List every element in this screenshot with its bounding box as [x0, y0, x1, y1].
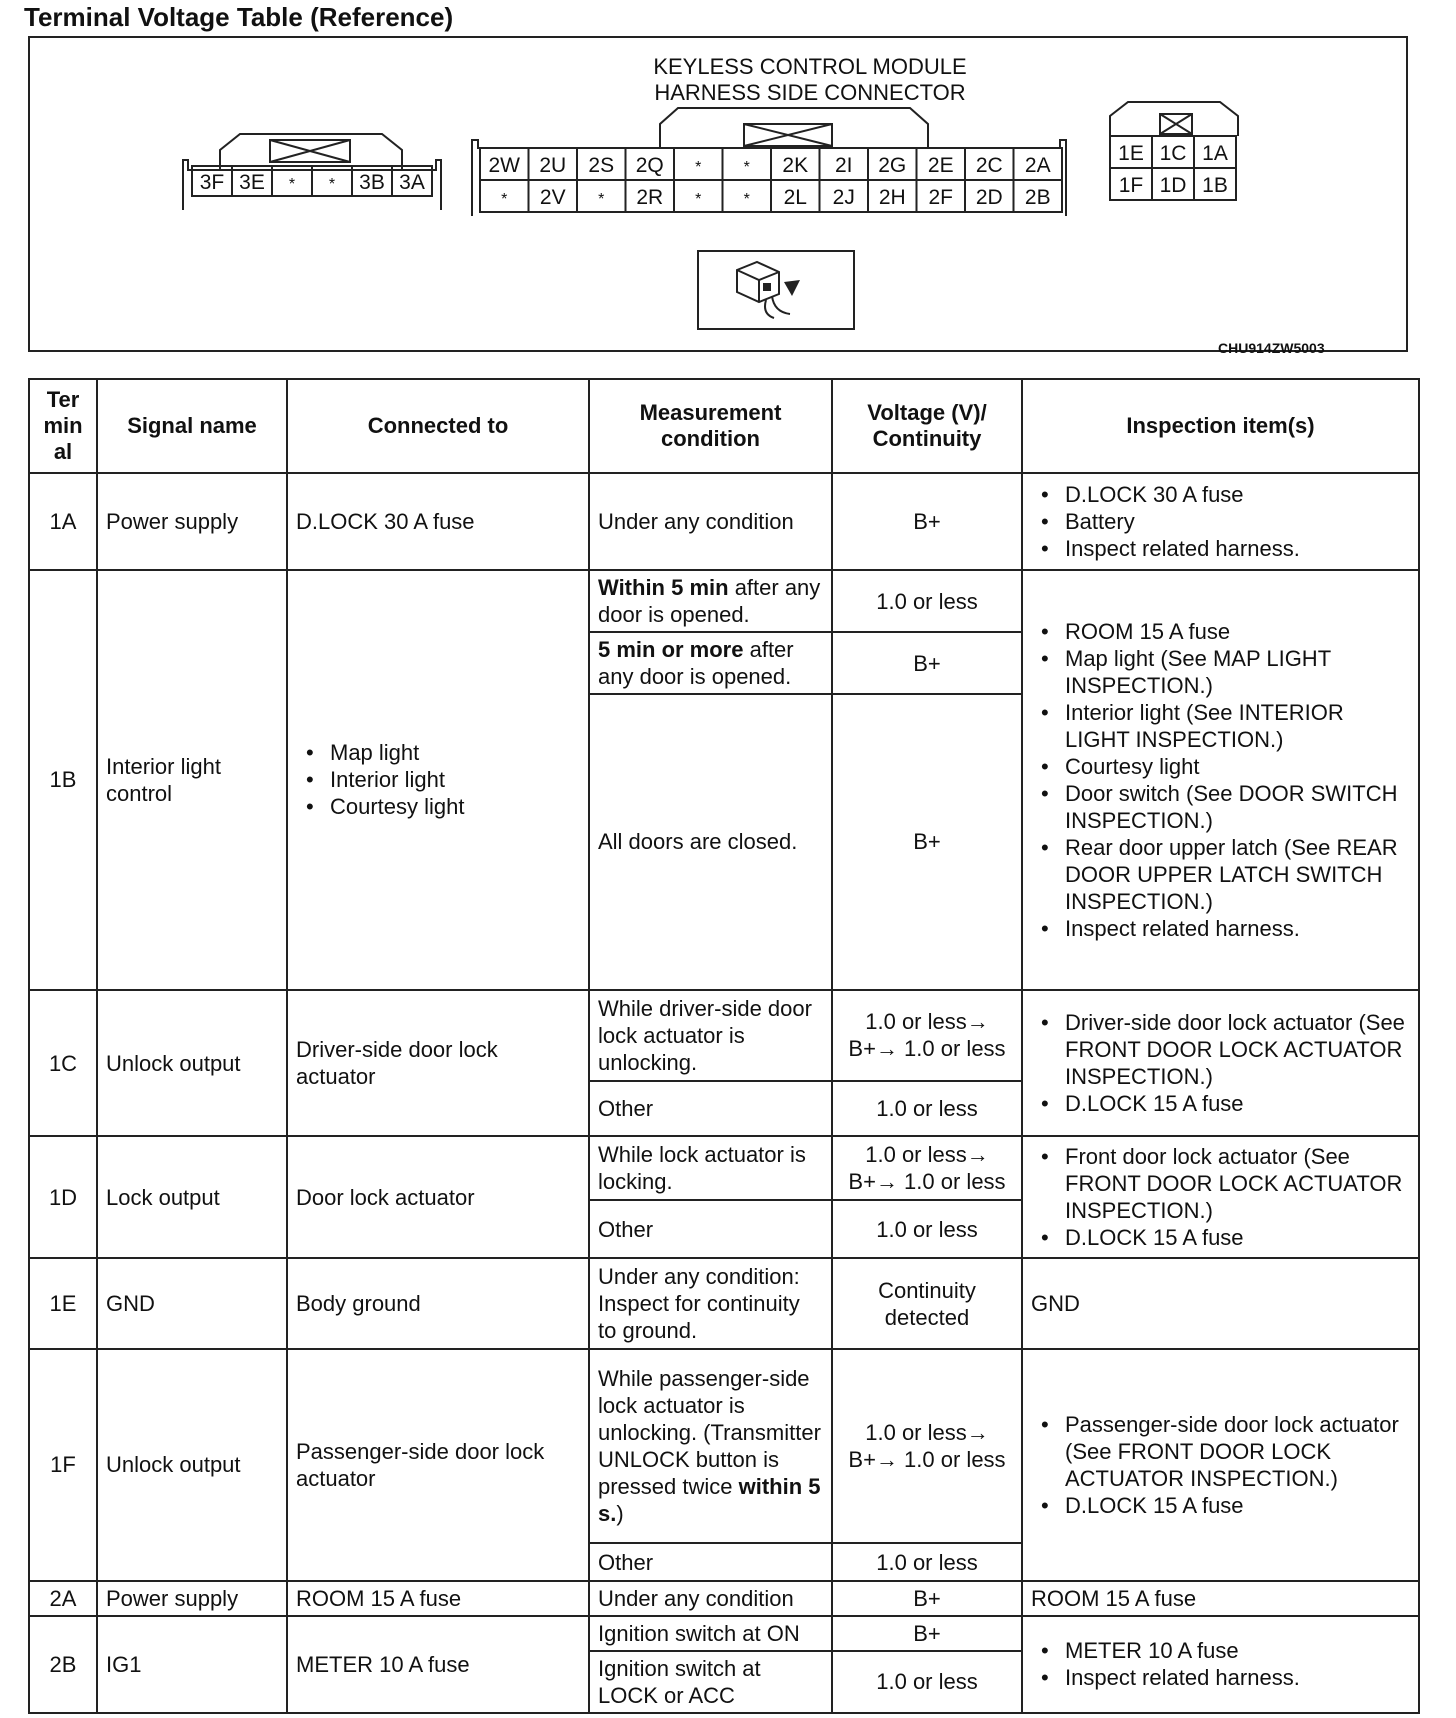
- list-item: • ROOM 15 A fuse: [1031, 618, 1410, 645]
- connected-cell: D.LOCK 30 A fuse: [287, 473, 589, 570]
- svg-text:3B: 3B: [359, 171, 385, 194]
- svg-text:2Q: 2Q: [635, 154, 664, 177]
- list-item: • Map light (See MAP LIGHT INSPECTION.): [1031, 645, 1410, 699]
- connected-list: [296, 739, 580, 820]
- svg-text:*: *: [743, 191, 750, 208]
- connector-pin: [1110, 136, 1152, 168]
- inspection-cell: [1022, 1349, 1419, 1580]
- connector-pin: [868, 180, 917, 212]
- page-title: Terminal Voltage Table (Reference): [24, 2, 454, 32]
- svg-text:1B: 1B: [1202, 174, 1228, 197]
- terminal-voltage-table: [28, 378, 1420, 1714]
- list-item: • Inspect related harness.: [1031, 915, 1410, 942]
- table-row: [29, 1616, 1419, 1651]
- voltage-cell: B+: [832, 1581, 1022, 1616]
- svg-text:2V: 2V: [539, 186, 566, 209]
- voltage-cell: B+: [832, 632, 1022, 694]
- condition-cell: Other: [589, 1543, 832, 1580]
- list-item: • Driver-side door lock actuator (See FRONT DOOR LOCK ACTUATOR INSPECTION.): [1031, 1009, 1410, 1090]
- list-item: • Passenger-side door lock actuator (See FRONT DOOR LOCK ACTUATOR INSPECTION.): [1031, 1411, 1410, 1492]
- connector-pin: [529, 148, 578, 180]
- terminal-cell: 1D: [29, 1136, 97, 1258]
- list-item: • Door switch (See DOOR SWITCH INSPECTION.): [1031, 780, 1410, 834]
- signal-cell: IG1: [97, 1616, 287, 1713]
- connector-pin: [868, 148, 917, 180]
- table-row: [29, 1136, 1419, 1200]
- list-item: • Interior light: [296, 766, 580, 793]
- voltage-cell: B+: [832, 694, 1022, 990]
- table-row: [29, 1349, 1419, 1543]
- voltage-cell: 1.0 or less→ B+→ 1.0 or less: [832, 990, 1022, 1081]
- condition-cell: While driver-side door lock actuator is unlocking.: [589, 990, 832, 1081]
- connector-pin: [820, 180, 869, 212]
- svg-text:*: *: [695, 159, 702, 176]
- svg-text:1E: 1E: [1118, 142, 1144, 165]
- svg-text:*: *: [288, 176, 296, 193]
- voltage-cell: 1.0 or less→ B+→ 1.0 or less: [832, 1136, 1022, 1200]
- inspection-list: [1031, 481, 1410, 562]
- connector-pin: [674, 180, 723, 212]
- svg-text:2I: 2I: [834, 154, 853, 177]
- connector-pin: [723, 180, 772, 212]
- connected-cell: [287, 570, 589, 990]
- svg-text:2K: 2K: [782, 154, 809, 177]
- header-voltage: Voltage (V)/ Continuity: [832, 379, 1022, 473]
- signal-cell: Lock output: [97, 1136, 287, 1258]
- connector-pin: [771, 180, 820, 212]
- connector-pin: [1194, 136, 1236, 168]
- connector-pin: [674, 148, 723, 180]
- svg-text:2W: 2W: [488, 154, 520, 177]
- connector-pin: [626, 148, 675, 180]
- list-item: • Rear door upper latch (See REAR DOOR UPPER LATCH SWITCH INSPECTION.): [1031, 834, 1410, 915]
- condition-cell: Other: [589, 1200, 832, 1258]
- connector-left: [183, 134, 441, 210]
- svg-text:1A: 1A: [1202, 142, 1228, 165]
- inspection-list: [1031, 1143, 1410, 1251]
- voltage-cell: 1.0 or less: [832, 570, 1022, 632]
- condition-cell: Under any condition: [589, 1581, 832, 1616]
- list-item: • D.LOCK 15 A fuse: [1031, 1492, 1410, 1519]
- connector-pin: [480, 180, 529, 212]
- connector-diagram: [28, 36, 1408, 352]
- voltage-cell: B+: [832, 1616, 1022, 1651]
- inspection-cell: ROOM 15 A fuse: [1022, 1581, 1419, 1616]
- terminal-cell: 1A: [29, 473, 97, 570]
- list-item: • Interior light (See INTERIOR LIGHT INSPECTION.): [1031, 699, 1410, 753]
- inspection-cell: [1022, 1136, 1419, 1258]
- svg-text:*: *: [328, 176, 336, 193]
- signal-cell: Unlock output: [97, 990, 287, 1137]
- connected-cell: Body ground: [287, 1258, 589, 1349]
- connected-cell: ROOM 15 A fuse: [287, 1581, 589, 1616]
- connector-drawings: [30, 38, 1406, 350]
- connector-pin: [577, 180, 626, 212]
- condition-cell: Ignition switch at ON: [589, 1616, 832, 1651]
- connector-pin: [965, 180, 1014, 212]
- connector-pin: [529, 180, 578, 212]
- signal-cell: Interior light control: [97, 570, 287, 990]
- svg-text:1C: 1C: [1159, 142, 1187, 165]
- signal-cell: Power supply: [97, 1581, 287, 1616]
- diagram-title: KEYLESS CONTROL MODULE HARNESS SIDE CONNECTOR: [653, 54, 967, 105]
- table-row: [29, 473, 1419, 570]
- svg-text:2B: 2B: [1024, 186, 1051, 209]
- connector-pin: [1152, 136, 1194, 168]
- table-row: [29, 570, 1419, 632]
- terminal-cell: 2A: [29, 1581, 97, 1616]
- svg-text:2J: 2J: [832, 186, 855, 209]
- list-item: • D.LOCK 15 A fuse: [1031, 1090, 1410, 1117]
- list-item: • Courtesy light: [1031, 753, 1410, 780]
- connector-pin: [1110, 168, 1152, 200]
- list-item: • Front door lock actuator (See FRONT DOOR LOCK ACTUATOR INSPECTION.): [1031, 1143, 1410, 1224]
- connected-cell: Passenger-side door lock actuator: [287, 1349, 589, 1580]
- connector-right: [1110, 102, 1238, 200]
- header-connected: Connected to: [287, 379, 589, 473]
- voltage-cell: 1.0 or less: [832, 1200, 1022, 1258]
- connector-pin: [1152, 168, 1194, 200]
- svg-text:2R: 2R: [636, 186, 664, 209]
- connector-pin: [723, 148, 772, 180]
- signal-cell: Unlock output: [97, 1349, 287, 1580]
- svg-text:2L: 2L: [783, 186, 807, 209]
- inspection-cell: [1022, 473, 1419, 570]
- connector-pin: [626, 180, 675, 212]
- svg-text:2D: 2D: [975, 186, 1003, 209]
- condition-cell: Under any condition: Inspect for continuity to ground.: [589, 1258, 832, 1349]
- svg-text:1F: 1F: [1118, 174, 1144, 197]
- table-row: [29, 990, 1419, 1081]
- voltage-cell: 1.0 or less: [832, 1651, 1022, 1713]
- connector-pin: [1014, 180, 1063, 212]
- signal-cell: Power supply: [97, 473, 287, 570]
- condition-cell: Other: [589, 1081, 832, 1137]
- inspection-cell: [1022, 1616, 1419, 1713]
- connector-pin: [917, 180, 966, 212]
- connector-pin: [480, 148, 529, 180]
- connector-pin: [965, 148, 1014, 180]
- list-item: • D.LOCK 15 A fuse: [1031, 1224, 1410, 1251]
- table-row: [29, 1581, 1419, 1616]
- connector-pin: [1014, 148, 1063, 180]
- connected-cell: Driver-side door lock actuator: [287, 990, 589, 1137]
- inspection-cell: GND: [1022, 1258, 1419, 1349]
- svg-text:3A: 3A: [399, 171, 425, 194]
- inspection-list: [1031, 1411, 1410, 1519]
- terminal-cell: 1C: [29, 990, 97, 1137]
- list-item: • D.LOCK 30 A fuse: [1031, 481, 1410, 508]
- connector-center: [472, 108, 1066, 216]
- table-row: [29, 1258, 1419, 1349]
- condition-cell: While lock actuator is locking.: [589, 1136, 832, 1200]
- svg-text:2U: 2U: [539, 154, 567, 177]
- inspection-list: [1031, 1009, 1410, 1117]
- svg-text:*: *: [743, 159, 750, 176]
- header-terminal: Ter min al: [29, 379, 97, 473]
- terminal-cell: 1F: [29, 1349, 97, 1580]
- svg-text:2S: 2S: [588, 154, 615, 177]
- svg-text:2A: 2A: [1024, 154, 1051, 177]
- connector-pin: [577, 148, 626, 180]
- header-inspection: Inspection item(s): [1022, 379, 1419, 473]
- list-item: • Courtesy light: [296, 793, 580, 820]
- inspection-cell: [1022, 570, 1419, 990]
- svg-text:*: *: [598, 191, 605, 208]
- inspection-list: [1031, 618, 1410, 942]
- harness-side-view-icon: [698, 251, 854, 329]
- voltage-cell: 1.0 or less: [832, 1543, 1022, 1580]
- svg-text:2H: 2H: [878, 186, 906, 209]
- svg-text:*: *: [695, 191, 702, 208]
- signal-cell: GND: [97, 1258, 287, 1349]
- connected-cell: Door lock actuator: [287, 1136, 589, 1258]
- svg-text:2E: 2E: [927, 154, 954, 177]
- figure-code: CHU914ZW5003: [1218, 340, 1325, 356]
- connector-pin: [771, 148, 820, 180]
- terminal-cell: 1E: [29, 1258, 97, 1349]
- connector-pin: [917, 148, 966, 180]
- svg-text:2G: 2G: [878, 154, 907, 177]
- condition-cell: Ignition switch at LOCK or ACC: [589, 1651, 832, 1713]
- condition-cell: While passenger-side lock actuator is unlocking. (Transmitter UNLOCK button is pressed twice within 5 s.): [589, 1349, 832, 1543]
- connected-cell: METER 10 A fuse: [287, 1616, 589, 1713]
- list-item: • Inspect related harness.: [1031, 535, 1410, 562]
- svg-text:3E: 3E: [239, 171, 265, 194]
- table-header-row: [29, 379, 1419, 473]
- voltage-cell: Continuity detected: [832, 1258, 1022, 1349]
- svg-text:2C: 2C: [975, 154, 1003, 177]
- voltage-cell: 1.0 or less→ B+→ 1.0 or less: [832, 1349, 1022, 1543]
- list-item: • Inspect related harness.: [1031, 1664, 1410, 1691]
- header-measurement: Measurement condition: [589, 379, 832, 473]
- list-item: • Map light: [296, 739, 580, 766]
- svg-text:*: *: [501, 191, 508, 208]
- terminal-cell: 2B: [29, 1616, 97, 1713]
- condition-cell: Within 5 min after any door is opened.: [589, 570, 832, 632]
- svg-text:2F: 2F: [928, 186, 954, 209]
- inspection-list: [1031, 1637, 1410, 1691]
- voltage-cell: B+: [832, 473, 1022, 570]
- list-item: • METER 10 A fuse: [1031, 1637, 1410, 1664]
- svg-text:3F: 3F: [199, 171, 225, 194]
- condition-cell: 5 min or more after any door is opened.: [589, 632, 832, 694]
- connector-pin: [1194, 168, 1236, 200]
- connector-pin: [820, 148, 869, 180]
- svg-text:1D: 1D: [1159, 174, 1187, 197]
- inspection-cell: [1022, 990, 1419, 1137]
- voltage-cell: 1.0 or less: [832, 1081, 1022, 1137]
- condition-cell: All doors are closed.: [589, 694, 832, 990]
- terminal-cell: 1B: [29, 570, 97, 990]
- list-item: • Battery: [1031, 508, 1410, 535]
- condition-cell: Under any condition: [589, 473, 832, 570]
- header-signal: Signal name: [97, 379, 287, 473]
